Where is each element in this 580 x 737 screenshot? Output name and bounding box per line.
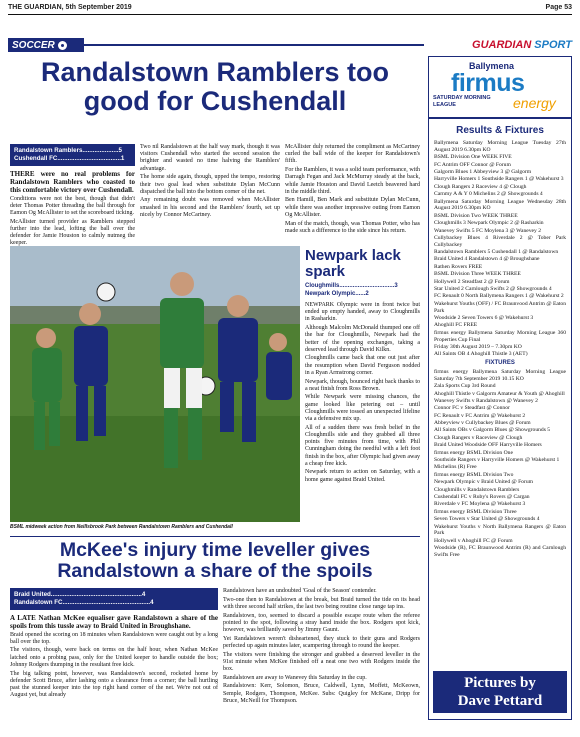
result-line: Ballymena Saturday Morning League Wednesday 28th August 2019 6.30pm KO <box>434 198 566 212</box>
story3-headline: McKee's injury time leveller gives Randalstown a share of the spoils <box>57 539 373 582</box>
photo-credit-box <box>433 671 567 713</box>
fixture-line: firmus energy BSML Division One <box>434 449 513 456</box>
fixtures-title: FIXTURES <box>485 360 515 367</box>
story1-lead: THERE were no real problems for Randalstown Ramblers who coasted to this comfortable victory over Cushendall. <box>10 170 135 194</box>
result-line: BSML Division Three WEEK THREE <box>434 271 521 278</box>
story1-paragraph: McAllister turned provider as Ramblers stepped further into the lead, lofting the ball over the defender for Jamie Houston to calmly nutmeg the keeper. <box>10 218 135 247</box>
fixture-line: Zala Sports Cup 3rd Round <box>434 383 496 390</box>
fixture-line: Clough Rangers v Raceview @ Clough <box>434 434 523 441</box>
brand-sport: SPORT <box>534 39 572 51</box>
results-list <box>429 140 571 640</box>
story2-paragraph: NEWPARK Olympic were in front twice but ended up empty handed, away to Cloughmills in Rasharkin. <box>305 302 420 323</box>
football-icon <box>58 41 67 50</box>
scoreline-home: Braid United.....................................................4 <box>14 591 146 598</box>
story3-scoreline <box>10 588 218 610</box>
story3-lead: A LATE Nathan McKee equaliser gave Randalstown a share of the spoils from this tussle away to Braid United in Broughshane. <box>10 614 218 630</box>
story1-paragraph: Two nil Randalstown at the half way mark, though it was visitors Cushendall who started the second session the brighter and wasted no time halving the Ramblers' advantage. <box>140 144 280 172</box>
story2-scoreline <box>305 283 420 298</box>
fixture-line: Riverdale v FC Moylena @ Wakehurst 3 <box>434 501 526 508</box>
sponsor-logo <box>429 57 571 119</box>
result-line: Friday 30th August 2019 – 7.30pm KO <box>434 343 522 350</box>
story3-column-2 <box>223 588 420 732</box>
publication-date: THE GUARDIAN, 5th September 2019 <box>8 4 132 11</box>
result-line: FC Renault 0 North Ballymena Rangers 1 @ Wakehurst 2 <box>434 293 564 300</box>
brand-guardian: GUARDIAN <box>472 39 532 51</box>
result-line: Ballymena Saturday Morning League Tuesday 27th August 2019 6.30pm KO <box>434 140 566 153</box>
brand-masthead <box>430 38 572 52</box>
main-headline: Randalstown Ramblers too good for Cushendall <box>40 57 390 116</box>
story2-paragraph: While Newpark were missing chances, the game looked like petering out – until Cloughmills were tossed an unexpected lifeline via a defensive mix up. <box>305 394 420 423</box>
section-tag <box>8 38 84 52</box>
story1-paragraph: Conditions were not the best, though that didn't deter Thomas Potter threading the ball through for Eamon Og McAllister to set the scoreboard ticking. <box>10 195 135 216</box>
league-name: SATURDAY MORNING LEAGUE <box>433 95 491 108</box>
fixture-line: Connor FC v Steadfast @ Connor <box>434 405 510 412</box>
fixture-line: firmus energy BSML Division Two <box>434 471 514 478</box>
sponsor-brand: firmus <box>451 69 525 97</box>
story2-paragraph: Although Malcolm McDonald thumped one off the bar for Cloughmills, Newpark had the better of the opening exchanges, taking a deserved lead through David Kilkn. <box>305 325 420 353</box>
fixture-line: Ahoghill Thistle v Galgorm Amateur & Youth @ Ahoghill <box>434 390 565 397</box>
story3-paragraph: The visitors were finishing the stronger and grabbed a deserved leveller in the 91st minute when McKee finished off a neat one two with Rodgers inside the box. <box>223 651 420 673</box>
page-number: Page 53 <box>545 4 572 11</box>
story1-paragraph: For the Ramblers, it was a solid team performance, with Darragh Fegan and Jack McMurray steady at the back, while Jamie Houston and David Leetch beavered hard in the middle third. <box>285 167 420 195</box>
story2-paragraph: Cloughmills came back that one out just after the resumption when David Ferguson nodded in a Ryan Armstrong corner. <box>305 355 420 376</box>
sponsor-town: Ballymena <box>469 61 515 71</box>
fixture-line: Braid United Woodside OFF Harryville Homers <box>434 442 542 449</box>
story1-paragraph: McAllister duly returned the compliment as McCartney curled the ball wide of the keeper for Randalstown's fifth. <box>285 144 420 165</box>
fixture-line: Cloughmills v Randalstown Ramblers <box>434 486 520 493</box>
story3-paragraph: The visitors, though, were back on terms on the half hour, when Nathan McKee latched onto a probing pass, only for the United keeper to handle outside the box; Johnny Rodgers thumping in the resultant free kick. <box>10 647 218 668</box>
story3-paragraph: Braid opened the scoring on 18 minutes when Randalstown were caught out by a long ball over the top. <box>10 631 218 645</box>
story3-paragraph: Randalstown, too, seemed to discard a possible escape route when the referee pointed to the spot, following a stray hand inside the box. Rodgers spot kick, however, was brilliantly saved by Jimmy Gaunt. <box>223 612 420 634</box>
story1-column-1 <box>10 170 135 247</box>
fixture-line: firmus energy Ballymena Saturday Morning League Saturday 7th September 2019 10.15 KO <box>434 368 566 382</box>
story2-paragraph: All of a sudden there was fresh belief in the Cloughmills side and they grabbed all three points five minutes from time, with Phil Cunningham doing the needful with a left foot finish in the box, after Olympic had given away a cheap free kick. <box>305 424 420 467</box>
scoreline-box <box>10 144 135 166</box>
fixture-line: Southside Rangers v Harryville Homers @ Wakehurst 1 <box>434 457 560 464</box>
photo-caption: BSML midweek action from Neillsbrook Park between Randalstown Ramblers and Cushendall <box>10 524 233 530</box>
fixture-line: Wanevey Swifts v Randalstown @ Wanevey 2 <box>434 397 538 404</box>
result-line: Rathen Rovers FREE <box>434 263 483 270</box>
scoreline-away: Cushendall FC.....................................1 <box>14 155 125 162</box>
results-sidebar <box>428 56 572 720</box>
story3-paragraph: Two-one then to Randalstown at the break, but Braid turned the tide on its head with three second half strikes, the last two being routine close range tap ins. <box>223 596 420 610</box>
result-line: BSML Division Two WEEK THREE <box>434 212 518 219</box>
header-rule <box>8 14 572 15</box>
scoreline-away: Newpark Olympic......2 <box>305 290 369 297</box>
story3-paragraph: Randalstown are away to Wanevey this Saturday in the cup. <box>223 674 367 681</box>
result-line: Braid United 4 Randalstown 4 @ Broughshane <box>434 256 540 263</box>
result-line: Harryville Homers 1 Southside Rangers 1 @ Wakehurst 3 <box>434 176 564 183</box>
fixture-line: Wakehurst Youths v North Ballymena Rangers @ Eaton Park <box>434 523 566 537</box>
story3-paragraph: Yet Randalstown weren't disheartened, they stuck to their guns and Rodgers perfected up again minutes later, scampering through to round the keeper. <box>223 635 420 649</box>
story1-paragraph: Any remaining doubt was removed when McAllister smashed in his second and the Ramblers' fourth, set up nicely by Connor McCartney. <box>140 197 280 218</box>
story2-paragraph: Newpark return to action on Saturday, with a home game against Braid United. <box>305 469 420 483</box>
story1-paragraph: The home side again, though, upped the tempo, restoring their two goal lead when substitute Dylan McCunn dispatched the ball into the bottom corner of the net. <box>140 174 280 195</box>
story1-column-2 <box>140 144 280 240</box>
result-line: Hollywell 2 Steadfast 2 @ Forum <box>434 278 510 285</box>
fixture-line: Hollywell v Ahoghill FC @ Forum <box>434 537 513 544</box>
story1-paragraph: Ben Hamill, Ben Mark and substitute Dylan McCunn, while there was another impressive outing from Eamon Og McAllister. <box>285 197 420 218</box>
result-line: Clough Rangers 2 Raceview 4 @ Clough <box>434 183 527 190</box>
result-line: Randalstown Ramblers 5 Cushendall 1 @ Randalstown <box>434 249 559 256</box>
story1-paragraph: Man of the match, though, was Thomas Potter, who has made such a difference to the side since his return. <box>285 220 420 234</box>
section-rule <box>84 44 424 46</box>
scoreline-home: Cloughmills.................................3 <box>305 283 398 289</box>
story1-column-3 <box>285 144 420 240</box>
result-line: firmus energy Ballymena Saturday Morning League 360 Properties Cup Final <box>434 329 566 343</box>
result-line: Wakehurst Youths (OFF) / FC Braunvood Antrim @ Eaton Park <box>434 300 566 314</box>
result-line: Cullybackey Blues 4 Riverdale 2 @ Tober Park Cullybackey <box>434 234 566 248</box>
result-line: All Saints OB 4 Ahoghill Thistle 3 (AET) <box>434 351 528 358</box>
story2-paragraph: Newpark, though, bounced right back thanks to a neat finish from Ross Brown. <box>305 378 420 392</box>
result-line: Star United 2 Carnlough Swifts 2 @ Showgrounds 4 <box>434 286 552 293</box>
result-line: BSML Division One WEEK FIVE <box>434 154 512 161</box>
fixture-line: FC Renault v FC Antrim @ Wakehurst 2 <box>434 412 526 419</box>
story2-column <box>305 302 420 530</box>
fixture-line: Woodside (R), FC Braunwood Antrim (R) and Carnlough Swifts Free <box>434 545 566 558</box>
fixture-line: Newpark Olympic v Braid United @ Forum <box>434 479 533 486</box>
result-line: Cloughmills 3 Newpark Olympic 2 @ Rasharkin <box>434 220 544 227</box>
result-line: Galgorm Blues 1 Abbeyview 3 @ Galgorm <box>434 168 532 175</box>
story-separator <box>10 536 420 537</box>
photo-credit-line1: Pictures by <box>464 675 536 691</box>
result-line: Ahoghill FC FREE <box>434 322 478 329</box>
result-line: Wanevey Swifts 5 FC Moylena 3 @ Wanevey 2 <box>434 227 541 234</box>
fixture-line: Michelins (R) Free <box>434 464 477 471</box>
result-line: Carnmy A & Y 0 Michelins 2 @ Showgrounds 4 <box>434 191 543 198</box>
result-line: Woodside 2 Seven Towers 6 @ Wakehurst 3 <box>434 315 534 321</box>
story2-headline: Newpark lack spark <box>305 247 401 280</box>
scoreline-home: Randalstown Ramblers.....................5 <box>14 147 122 154</box>
story3-paragraph: Randalstown: Kerr, Solomon, Bruce, Caldwell, Lynn, Moffett, McKeown, Semple, Rodgers, Thompson, McKee. Subs: Quigley for McKane, Dripp for Bruce, McNeill for Thompson. <box>223 683 420 704</box>
fixture-line: firmus energy BSML Division Three <box>434 508 517 515</box>
match-photo <box>10 246 300 522</box>
scoreline-away: Randalstown FC...................................................4 <box>14 599 154 606</box>
sponsor-suffix: energy <box>513 95 556 111</box>
story3-paragraph: Randalstown have an undoubted 'Goal of the Season' contender. <box>223 588 377 594</box>
story3-paragraph: The big talking point, however, was Randalstown's second, rocketed home by defender Scott Bruce, after lashing onto a clearance from a corner; the ball hurtling past the stunned keeper into the top right hand corner of the net. We're not out of August yet, but already <box>10 670 218 699</box>
fixture-line: Abbeyview v Cullybackey Blues @ Forum <box>434 420 531 427</box>
match-photo-illustration <box>10 246 300 522</box>
results-title: Results & Fixtures <box>456 125 544 136</box>
fixture-line: Cushendall FC v Ruby's Rovers @ Cargan <box>434 494 530 500</box>
section-label: SOCCER <box>12 39 55 51</box>
fixture-line: Seven Towers v Star United @ Showgrounds 4 <box>434 516 540 523</box>
story3-column-1 <box>10 614 218 732</box>
result-line: FC Antrim OFF Connor @ Forum <box>434 161 511 168</box>
fixture-line: All Saints OBs v Galgorm Blues @ Showgrounds 5 <box>434 427 551 434</box>
photo-credit-line2: Dave Pettard <box>457 693 543 709</box>
